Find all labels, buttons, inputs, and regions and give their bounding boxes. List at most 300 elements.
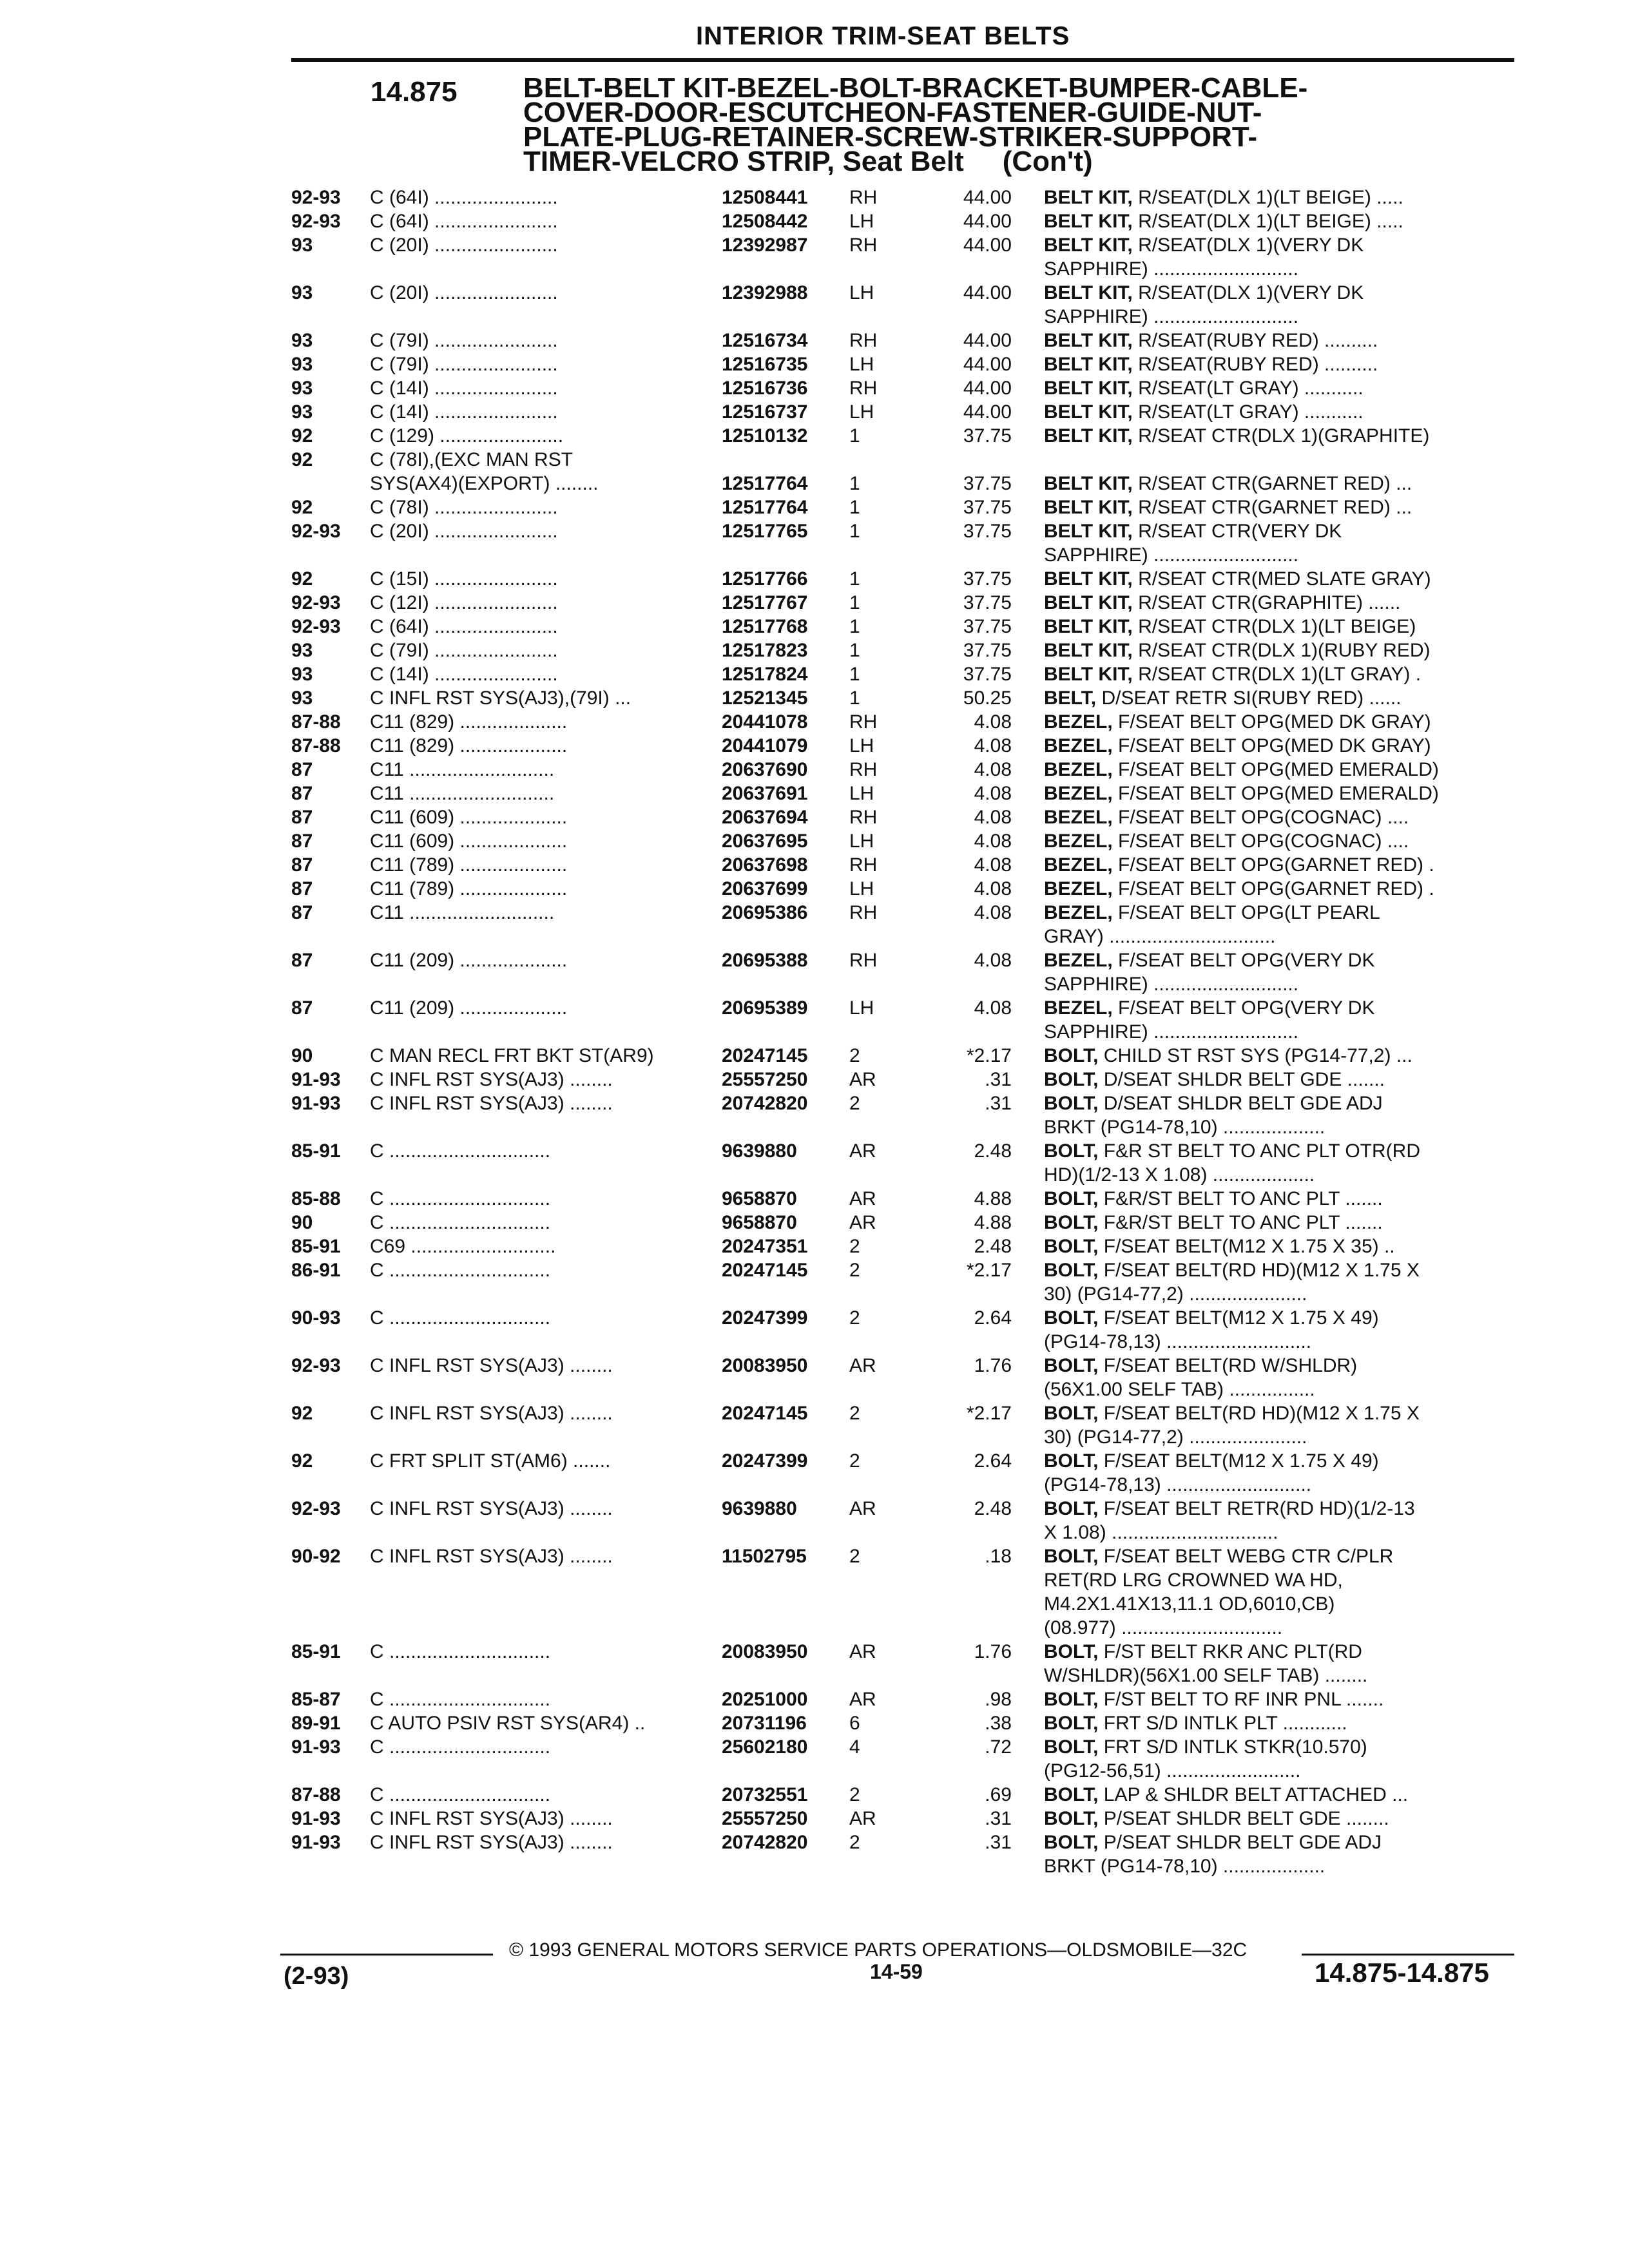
part-number-cell: 20251000	[722, 1689, 808, 1710]
year-cell: 85-88	[291, 1188, 341, 1209]
year-cell: 92-93	[291, 616, 341, 637]
description-cell	[1044, 281, 1508, 305]
part-number-cell: 20695386	[722, 902, 808, 923]
application-cell: C AUTO PSIV RST SYS(AR4) ..	[370, 1713, 646, 1734]
table-row	[0, 1831, 1629, 1854]
description-text: D/SEAT SHLDR BELT GDE .......	[1098, 1069, 1385, 1090]
description-cell	[1044, 1854, 1508, 1878]
description-cell	[1044, 829, 1508, 853]
table-row	[0, 1282, 1629, 1306]
application-cell: C (15I) .......................	[370, 568, 558, 590]
description-text: F/SEAT BELT OPG(COGNAC) ....	[1112, 831, 1409, 852]
table-row	[0, 805, 1629, 829]
price-cell: 37.75	[963, 425, 1012, 447]
table-row	[0, 1640, 1629, 1664]
part-number-cell: 11502795	[722, 1546, 807, 1567]
description-text: 30) (PG14-77,2) ......................	[1044, 1427, 1307, 1448]
description-cell	[1044, 1044, 1508, 1068]
application-cell: C11 (789) ....................	[370, 878, 568, 899]
description-cell	[1044, 1711, 1508, 1735]
continued-label: (Con't)	[1002, 146, 1093, 177]
price-cell: 1.76	[974, 1641, 1012, 1662]
price-cell: 1.76	[974, 1355, 1012, 1376]
part-number-cell: 20247145	[722, 1045, 808, 1066]
year-cell: 87	[291, 783, 313, 804]
description-text: F&R/ST BELT TO ANC PLT .......	[1098, 1212, 1383, 1233]
description-cell	[1044, 1235, 1508, 1258]
application-cell: C (20I) .......................	[370, 282, 558, 303]
description-text: RET(RD LRG CROWNED WA HD,	[1044, 1570, 1343, 1591]
description-noun: BOLT,	[1044, 1546, 1099, 1567]
description-text: D/SEAT SHLDR BELT GDE ADJ	[1098, 1093, 1383, 1114]
description-text: R/SEAT CTR(DLX 1)(RUBY RED)	[1132, 640, 1431, 661]
description-text: BRKT (PG14-78,10) ...................	[1044, 1117, 1325, 1138]
description-cell	[1044, 1640, 1508, 1664]
application-cell: C MAN RECL FRT BKT ST(AR9)	[370, 1045, 654, 1066]
quantity-cell: 1	[849, 497, 860, 518]
description-text: R/SEAT(DLX 1)(LT BEIGE) .....	[1132, 187, 1403, 208]
table-row	[0, 948, 1629, 972]
year-cell: 92	[291, 425, 313, 447]
price-cell: .31	[985, 1093, 1012, 1114]
quantity-cell: LH	[849, 354, 874, 375]
description-cell	[1044, 1497, 1508, 1521]
application-cell: C INFL RST SYS(AJ3) ........	[370, 1093, 613, 1114]
description-cell	[1044, 352, 1508, 376]
description-noun: BOLT,	[1044, 1188, 1099, 1209]
table-row	[0, 615, 1629, 639]
price-cell: .18	[985, 1546, 1012, 1567]
description-noun: BELT KIT,	[1044, 401, 1133, 423]
price-cell: 44.00	[963, 401, 1012, 423]
description-cell	[1044, 329, 1508, 352]
quantity-cell: 2	[849, 1260, 860, 1281]
description-cell	[1044, 1330, 1508, 1354]
description-text: SAPPHIRE) ...........................	[1044, 544, 1299, 566]
description-text: LAP & SHLDR BELT ATTACHED ...	[1098, 1784, 1409, 1805]
price-cell: 4.88	[974, 1212, 1012, 1233]
price-cell: 44.00	[963, 211, 1012, 232]
quantity-cell: 2	[849, 1045, 860, 1066]
description-text: F/SEAT BELT OPG(VERY DK	[1112, 997, 1375, 1019]
description-noun: BOLT,	[1044, 1736, 1099, 1758]
year-cell: 93	[291, 401, 313, 423]
description-noun: BOLT,	[1044, 1140, 1099, 1162]
table-row	[0, 853, 1629, 877]
table-row	[0, 877, 1629, 901]
part-number-cell: 9658870	[722, 1212, 797, 1233]
part-number-cell: 20637698	[722, 854, 808, 876]
application-cell: C11 (609) ....................	[370, 807, 568, 828]
description-cell	[1044, 805, 1508, 829]
table-row	[0, 1759, 1629, 1783]
description-noun: BEZEL,	[1044, 878, 1113, 899]
price-cell: 37.75	[963, 592, 1012, 613]
description-cell	[1044, 1425, 1508, 1449]
part-number-cell: 12510132	[722, 425, 808, 447]
description-text: F/SEAT BELT OPG(MED EMERALD)	[1112, 783, 1439, 804]
description-cell	[1044, 233, 1508, 257]
table-row	[0, 519, 1629, 543]
application-cell: C ..............................	[370, 1736, 551, 1758]
part-number-cell: 20637691	[722, 783, 808, 804]
year-cell: 87-88	[291, 735, 341, 756]
price-cell: 44.00	[963, 378, 1012, 399]
price-cell: 4.08	[974, 997, 1012, 1019]
quantity-cell: RH	[849, 187, 878, 208]
description-cell	[1044, 948, 1508, 972]
description-noun: BEZEL,	[1044, 711, 1113, 733]
section-number: 14.875	[371, 76, 458, 108]
part-number-cell: 20742820	[722, 1093, 808, 1114]
year-cell: 93	[291, 378, 313, 399]
description-text: R/SEAT CTR(MED SLATE GRAY)	[1132, 568, 1431, 590]
part-number-cell: 20247351	[722, 1236, 808, 1257]
description-cell	[1044, 1521, 1508, 1544]
quantity-cell: RH	[849, 950, 878, 971]
price-cell: *2.17	[966, 1045, 1012, 1066]
description-cell	[1044, 1783, 1508, 1807]
description-noun: BEZEL,	[1044, 735, 1113, 756]
quantity-cell: RH	[849, 711, 878, 733]
description-text: F/SEAT BELT WEBG CTR C/PLR	[1098, 1546, 1394, 1567]
application-cell: C (12I) .......................	[370, 592, 558, 613]
part-number-cell: 20732551	[722, 1784, 808, 1805]
section-title-line: PLATE-PLUG-RETAINER-SCREW-STRIKER-SUPPORT-	[523, 121, 1258, 153]
section-title-line: COVER-DOOR-ESCUTCHEON-FASTENER-GUIDE-NUT-	[523, 97, 1262, 128]
quantity-cell: AR	[849, 1069, 876, 1090]
description-text: F/SEAT BELT(M12 X 1.75 X 35) ..	[1098, 1236, 1395, 1257]
year-cell: 93	[291, 282, 313, 303]
part-number-cell: 12517767	[722, 592, 808, 613]
application-cell: C INFL RST SYS(AJ3) ........	[370, 1546, 613, 1567]
table-row	[0, 1211, 1629, 1235]
description-text: F/SEAT BELT OPG(MED DK GRAY)	[1112, 711, 1431, 733]
footer-copyright: © 1993 GENERAL MOTORS SERVICE PARTS OPERATIONS—OLDSMOBILE—32C	[509, 1939, 1248, 1961]
quantity-cell: RH	[849, 378, 878, 399]
application-cell: C11 (789) ....................	[370, 854, 568, 876]
description-text: (08.977) ..............................	[1044, 1617, 1283, 1639]
table-row	[0, 448, 1629, 472]
description-cell	[1044, 996, 1508, 1020]
quantity-cell: 1	[849, 521, 860, 542]
price-cell: 44.00	[963, 330, 1012, 351]
application-cell: C (14I) .......................	[370, 378, 558, 399]
part-number-cell: 20742820	[722, 1832, 808, 1853]
quantity-cell: AR	[849, 1212, 876, 1233]
price-cell: 4.08	[974, 711, 1012, 733]
section-title-line: TIMER-VELCRO STRIP, Seat Belt	[523, 146, 964, 177]
table-row	[0, 281, 1629, 305]
table-row	[0, 1568, 1629, 1592]
description-cell	[1044, 1115, 1508, 1139]
description-cell	[1044, 925, 1508, 948]
application-cell: C (14I) .......................	[370, 664, 558, 685]
description-noun: BEZEL,	[1044, 950, 1113, 971]
description-noun: BOLT,	[1044, 1808, 1099, 1829]
description-cell	[1044, 1282, 1508, 1306]
description-noun: BEZEL,	[1044, 783, 1113, 804]
table-row	[0, 1139, 1629, 1163]
price-cell: 37.75	[963, 521, 1012, 542]
quantity-cell: AR	[849, 1808, 876, 1829]
year-cell: 92	[291, 1450, 313, 1472]
price-cell: .31	[985, 1069, 1012, 1090]
quantity-cell: RH	[849, 854, 878, 876]
header-rule	[291, 58, 1514, 62]
table-row	[0, 233, 1629, 257]
price-cell: *2.17	[966, 1403, 1012, 1424]
price-cell: 2.48	[974, 1140, 1012, 1162]
section-range: 14.875-14.875	[1315, 1957, 1489, 1988]
description-text: R/SEAT(RUBY RED) ..........	[1132, 354, 1378, 375]
part-number-cell: 12521345	[722, 687, 808, 709]
description-noun: BOLT,	[1044, 1832, 1099, 1853]
description-cell	[1044, 1211, 1508, 1235]
table-row	[0, 1306, 1629, 1330]
description-cell	[1044, 1068, 1508, 1091]
year-cell: 87	[291, 902, 313, 923]
table-row	[0, 639, 1629, 662]
description-noun: BELT KIT,	[1044, 378, 1133, 399]
year-cell: 85-87	[291, 1689, 341, 1710]
application-cell: C FRT SPLIT ST(AM6) .......	[370, 1450, 611, 1472]
description-cell	[1044, 519, 1508, 543]
description-noun: BEZEL,	[1044, 854, 1113, 876]
description-cell	[1044, 1163, 1508, 1187]
table-row	[0, 400, 1629, 424]
description-cell	[1044, 424, 1508, 448]
year-cell: 87	[291, 997, 313, 1019]
table-row	[0, 1544, 1629, 1568]
description-cell	[1044, 186, 1508, 209]
application-cell: C11 ...........................	[370, 902, 555, 923]
part-number-cell: 12516737	[722, 401, 808, 423]
description-cell	[1044, 1091, 1508, 1115]
quantity-cell: RH	[849, 807, 878, 828]
part-number-cell: 20247399	[722, 1450, 808, 1472]
price-cell: 37.75	[963, 568, 1012, 590]
table-row	[0, 1711, 1629, 1735]
description-cell	[1044, 1306, 1508, 1330]
price-cell: 4.08	[974, 759, 1012, 780]
price-cell: 2.64	[974, 1307, 1012, 1329]
table-row	[0, 925, 1629, 948]
part-number-cell: 25557250	[722, 1069, 808, 1090]
description-noun: BOLT,	[1044, 1069, 1099, 1090]
year-cell: 87	[291, 950, 313, 971]
quantity-cell: 1	[849, 640, 860, 661]
part-number-cell: 20247145	[722, 1260, 808, 1281]
description-cell	[1044, 877, 1508, 901]
year-cell: 91-93	[291, 1808, 341, 1829]
part-number-cell: 12392988	[722, 282, 808, 303]
footer-rule-left	[280, 1954, 493, 1956]
table-row	[0, 1187, 1629, 1211]
price-cell: 4.08	[974, 735, 1012, 756]
description-noun: BOLT,	[1044, 1641, 1099, 1662]
quantity-cell: 2	[849, 1450, 860, 1472]
part-number-cell: 12517764	[722, 473, 808, 494]
description-cell	[1044, 1449, 1508, 1473]
price-cell: 37.75	[963, 473, 1012, 494]
quantity-cell: 2	[849, 1832, 860, 1853]
quantity-cell: 2	[849, 1784, 860, 1805]
description-noun: BELT KIT,	[1044, 211, 1133, 232]
price-cell: .72	[985, 1736, 1012, 1758]
quantity-cell: 2	[849, 1307, 860, 1329]
description-cell	[1044, 1735, 1508, 1759]
table-row	[0, 710, 1629, 734]
quantity-cell: AR	[849, 1355, 876, 1376]
description-text: R/SEAT CTR(GARNET RED) ...	[1132, 473, 1412, 494]
year-cell: 87-88	[291, 1784, 341, 1805]
quantity-cell: RH	[849, 759, 878, 780]
price-cell: .98	[985, 1689, 1012, 1710]
description-cell	[1044, 1258, 1508, 1282]
price-cell: 4.88	[974, 1188, 1012, 1209]
quantity-cell: LH	[849, 735, 874, 756]
description-text: FRT S/D INTLK STKR(10.570)	[1098, 1736, 1367, 1758]
description-cell	[1044, 1568, 1508, 1592]
description-text: R/SEAT(LT GRAY) ...........	[1132, 401, 1364, 423]
application-cell: C11 (829) ....................	[370, 711, 568, 733]
description-text: P/SEAT SHLDR BELT GDE ........	[1098, 1808, 1389, 1829]
application-cell: C (64I) .......................	[370, 616, 558, 637]
price-cell: 4.08	[974, 783, 1012, 804]
description-text: R/SEAT(DLX 1)(VERY DK	[1132, 235, 1364, 256]
page-number: 14-59	[870, 1960, 923, 1983]
quantity-cell: 2	[849, 1236, 860, 1257]
description-text: P/SEAT SHLDR BELT GDE ADJ	[1098, 1832, 1382, 1853]
table-row	[0, 829, 1629, 853]
year-cell: 86-91	[291, 1260, 341, 1281]
application-cell: C INFL RST SYS(AJ3) ........	[370, 1832, 613, 1853]
application-cell: C ..............................	[370, 1212, 551, 1233]
part-number-cell: 9639880	[722, 1140, 797, 1162]
description-text: F/SEAT BELT OPG(COGNAC) ....	[1112, 807, 1409, 828]
application-cell: C (64I) .......................	[370, 187, 558, 208]
description-noun: BOLT,	[1044, 1212, 1099, 1233]
description-cell	[1044, 1473, 1508, 1497]
table-row	[0, 1592, 1629, 1616]
price-cell: .38	[985, 1713, 1012, 1734]
year-cell: 92-93	[291, 187, 341, 208]
description-cell	[1044, 1759, 1508, 1783]
description-cell	[1044, 615, 1508, 639]
description-text: (PG12-56,51) .........................	[1044, 1760, 1301, 1782]
description-text: R/SEAT CTR(DLX 1)(LT GRAY) .	[1132, 664, 1422, 685]
description-text: (56X1.00 SELF TAB) ................	[1044, 1379, 1315, 1400]
description-cell	[1044, 686, 1508, 710]
application-cell: C (20I) .......................	[370, 235, 558, 256]
description-noun: BOLT,	[1044, 1093, 1099, 1114]
description-cell	[1044, 1354, 1508, 1378]
description-noun: BELT KIT,	[1044, 497, 1133, 518]
description-text: SAPPHIRE) ...........................	[1044, 974, 1299, 995]
year-cell: 85-91	[291, 1140, 341, 1162]
part-number-cell: 20441078	[722, 711, 808, 733]
table-row	[0, 996, 1629, 1020]
year-cell: 93	[291, 664, 313, 685]
part-number-cell: 12517823	[722, 640, 808, 661]
part-number-cell: 20083950	[722, 1355, 808, 1376]
description-text: R/SEAT CTR(VERY DK	[1132, 521, 1342, 542]
part-number-cell: 12517768	[722, 616, 808, 637]
description-text: F/SEAT BELT OPG(MED DK GRAY)	[1112, 735, 1431, 756]
description-noun: BEZEL,	[1044, 902, 1113, 923]
price-cell: *2.17	[966, 1260, 1012, 1281]
part-number-cell: 20731196	[722, 1713, 807, 1734]
description-noun: BEZEL,	[1044, 759, 1113, 780]
application-cell: C (79I) .......................	[370, 330, 558, 351]
description-noun: BELT KIT,	[1044, 354, 1133, 375]
quantity-cell: 1	[849, 687, 860, 709]
description-cell	[1044, 495, 1508, 519]
year-cell: 90	[291, 1212, 313, 1233]
part-number-cell: 12517765	[722, 521, 808, 542]
year-cell: 87-88	[291, 711, 341, 733]
application-cell: C ..............................	[370, 1307, 551, 1329]
year-cell: 92	[291, 449, 313, 470]
description-text: F/ST BELT RKR ANC PLT(RD	[1098, 1641, 1362, 1662]
part-number-cell: 20637694	[722, 807, 808, 828]
year-cell: 87	[291, 807, 313, 828]
quantity-cell: LH	[849, 997, 874, 1019]
table-row	[0, 1091, 1629, 1115]
description-text: SAPPHIRE) ...........................	[1044, 306, 1299, 327]
price-cell: .31	[985, 1832, 1012, 1853]
table-row	[0, 686, 1629, 710]
description-cell	[1044, 400, 1508, 424]
table-row	[0, 1258, 1629, 1282]
description-cell	[1044, 853, 1508, 877]
price-cell: 37.75	[963, 640, 1012, 661]
part-number-cell: 20247145	[722, 1403, 808, 1424]
description-text: R/SEAT CTR(GRAPHITE) ......	[1132, 592, 1401, 613]
description-noun: BELT KIT,	[1044, 187, 1133, 208]
table-row	[0, 1401, 1629, 1425]
table-row	[0, 1664, 1629, 1687]
description-cell	[1044, 782, 1508, 805]
part-number-cell: 20637695	[722, 831, 808, 852]
table-row	[0, 782, 1629, 805]
application-cell: C ..............................	[370, 1689, 551, 1710]
footer-date: (2-93)	[284, 1963, 349, 1990]
description-noun: BELT KIT,	[1044, 282, 1133, 303]
description-cell	[1044, 257, 1508, 281]
year-cell: 92	[291, 1403, 313, 1424]
description-noun: BOLT,	[1044, 1689, 1099, 1710]
price-cell: .69	[985, 1784, 1012, 1805]
part-number-cell: 12516735	[722, 354, 808, 375]
table-row	[0, 1378, 1629, 1401]
quantity-cell: RH	[849, 902, 878, 923]
quantity-cell: LH	[849, 878, 874, 899]
year-cell: 91-93	[291, 1736, 341, 1758]
description-cell	[1044, 662, 1508, 686]
description-text: F/SEAT BELT(RD W/SHLDR)	[1098, 1355, 1358, 1376]
price-cell: 2.64	[974, 1450, 1012, 1472]
quantity-cell: 6	[849, 1713, 860, 1734]
section-title	[523, 72, 1308, 177]
application-cell: C (79I) .......................	[370, 354, 558, 375]
part-number-cell: 12508441	[722, 187, 808, 208]
description-text: F/SEAT BELT OPG(GARNET RED) .	[1112, 878, 1434, 899]
year-cell: 91-93	[291, 1093, 341, 1114]
price-cell: .31	[985, 1808, 1012, 1829]
application-cell: C INFL RST SYS(AJ3) ........	[370, 1403, 613, 1424]
